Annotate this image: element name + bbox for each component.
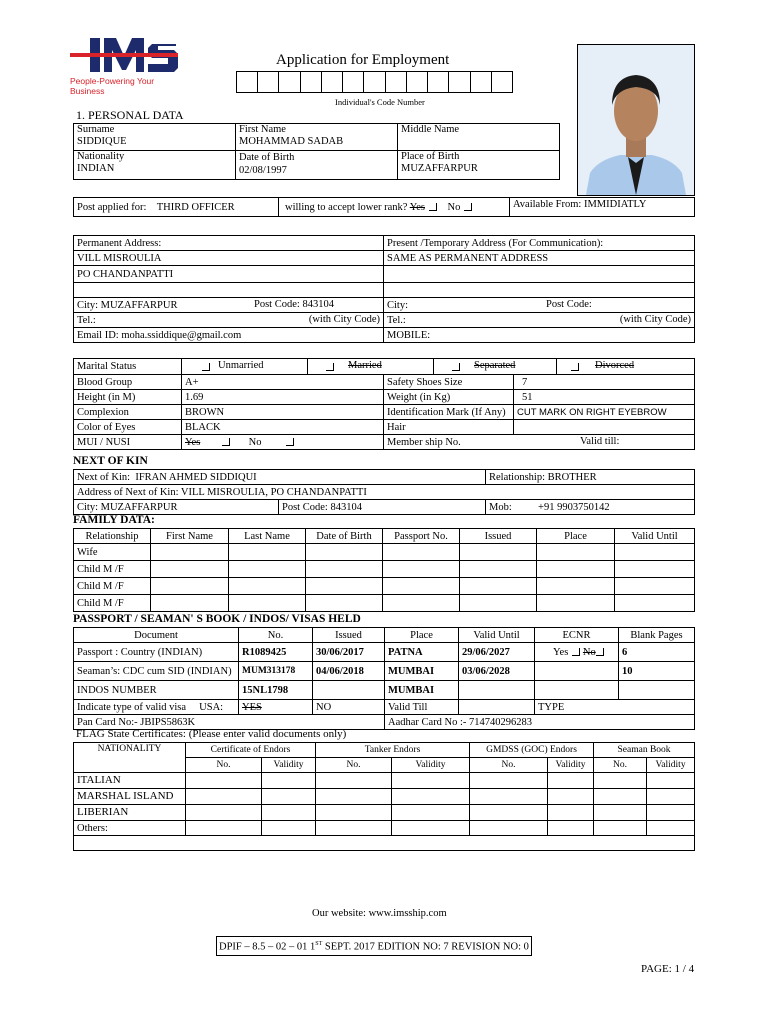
family-col-valid-until: Valid Until	[615, 529, 695, 544]
family-cell[interactable]	[615, 595, 695, 612]
blood-group-label: Blood Group	[74, 375, 182, 390]
complexion-label: Complexion	[74, 405, 182, 420]
visa-doc	[74, 700, 239, 715]
table-row	[74, 578, 695, 595]
kin-name-label: Next of Kin:	[77, 471, 131, 483]
height-label: Height (in M)	[74, 390, 182, 405]
middle-name-cell[interactable]	[398, 124, 560, 151]
cdc-doc: Seaman’s: CDC cum SID (INDIAN)	[74, 662, 239, 681]
id-mark-label: Identification Mark (If Any)	[384, 405, 514, 420]
nationality-value: INDIAN	[77, 163, 115, 174]
page-number: PAGE: 1 / 4	[641, 963, 695, 975]
flag-cell[interactable]	[186, 773, 262, 789]
available-from-label: Available From:	[513, 199, 582, 210]
flag-cell[interactable]	[392, 805, 470, 821]
kin-address-label: Address of Next of Kin:	[77, 486, 179, 498]
family-cell[interactable]	[383, 595, 460, 612]
marital-table	[73, 358, 695, 450]
lower-rank-no[interactable]: No	[447, 201, 461, 213]
family-cell[interactable]	[151, 561, 229, 578]
table-row	[74, 561, 695, 578]
family-cell[interactable]	[229, 595, 306, 612]
surname-label: Surname	[77, 124, 115, 135]
cdc-place[interactable]: MUMBAI	[385, 662, 459, 681]
family-cell[interactable]	[306, 561, 383, 578]
permanent-postcode-value: 843104	[302, 299, 334, 310]
option-married-label: Married	[348, 360, 382, 371]
flag-sub-validity: Validity	[392, 758, 470, 773]
logo-tagline: People-Powering Your Business	[70, 76, 155, 96]
marital-status-options[interactable]	[182, 359, 695, 375]
lower-rank-cell	[279, 198, 510, 217]
family-cell[interactable]	[229, 578, 306, 595]
flag-others-line[interactable]	[74, 836, 695, 851]
family-col-passport: Passport No.	[383, 529, 460, 544]
family-cell[interactable]	[383, 561, 460, 578]
passport-issued[interactable]: 30/06/2017	[313, 643, 385, 662]
permanent-tel-cell[interactable]	[74, 313, 384, 328]
nationality-label: Nationality	[77, 151, 125, 162]
first-name-cell[interactable]	[236, 124, 398, 151]
present-address-line2[interactable]	[384, 266, 695, 283]
marital-status-label: Marital Status	[74, 359, 182, 375]
indos-issued[interactable]	[313, 681, 385, 700]
aadhar-card[interactable]: Aadhar Card No :- 714740296283	[385, 715, 695, 730]
kin-mobile-label: Mob:	[489, 501, 512, 513]
family-cell[interactable]	[460, 595, 537, 612]
personal-data-table	[73, 123, 560, 180]
cdc-number[interactable]: MUM313178	[239, 662, 313, 681]
email-label: Email ID:	[77, 329, 119, 341]
mobile-cell[interactable]	[384, 328, 695, 343]
shoes-size-label: Safety Shoes Size	[384, 375, 514, 390]
pob-value: MUZAFFARPUR	[401, 163, 478, 174]
flag-cell[interactable]	[392, 789, 470, 805]
ims-logo	[70, 36, 180, 96]
post-applied-value: THIRD OFFICER	[156, 201, 235, 213]
flag-others: Others:	[74, 821, 186, 836]
kin-mobile-value: +91 9903750142	[538, 501, 610, 513]
present-address-line1[interactable]: SAME AS PERMANENT ADDRESS	[384, 251, 695, 266]
flag-cell[interactable]	[594, 773, 647, 789]
flag-heading: FLAG State Certificates: (Please enter valid documents only)	[76, 728, 347, 740]
passport-number[interactable]: R1089425	[239, 643, 313, 662]
family-cell[interactable]	[460, 578, 537, 595]
family-relation: Child M /F	[74, 561, 151, 578]
pob-cell[interactable]	[398, 151, 560, 180]
permanent-city-value: MUZAFFARPUR	[100, 299, 178, 311]
family-relation: Child M /F	[74, 595, 151, 612]
present-tel-cell[interactable]	[384, 313, 695, 328]
dpif-reference	[216, 936, 532, 956]
lower-rank-yes-checkbox[interactable]	[429, 203, 437, 211]
family-cell[interactable]	[537, 561, 615, 578]
visa-yes[interactable]: YES	[239, 700, 313, 715]
family-cell[interactable]	[460, 561, 537, 578]
kin-city-value: MUZAFFARPUR	[100, 501, 178, 513]
family-col-last-name: Last Name	[229, 529, 306, 544]
indos-number[interactable]: 15NL1798	[239, 681, 313, 700]
present-city-label: City:	[387, 299, 409, 311]
indos-doc: INDOS NUMBER	[74, 681, 239, 700]
passport-col-no: No.	[239, 628, 313, 643]
dpif-part-b: SEPT. 2017 EDITION NO: 7 REVISION NO: 0	[322, 941, 529, 953]
permanent-address-label: Permanent Address:	[74, 236, 384, 251]
flag-col-seaman: Seaman Book	[594, 743, 695, 758]
ecnr-no-checkbox[interactable]	[596, 648, 604, 656]
flag-col-nationality: NATIONALITY	[74, 743, 186, 773]
id-mark-value[interactable]: CUT MARK ON RIGHT EYEBROW	[514, 405, 695, 420]
height-value[interactable]: 1.69	[182, 390, 384, 405]
family-cell[interactable]	[306, 544, 383, 561]
family-cell[interactable]	[615, 544, 695, 561]
hair-value[interactable]	[514, 420, 695, 435]
passport-heading: PASSPORT / SEAMAN' S BOOK / INDOS/ VISAS HELD	[73, 613, 361, 625]
valid-till-label: Valid till:	[580, 436, 620, 447]
permanent-address-line3[interactable]	[74, 283, 384, 298]
shoes-size-value[interactable]: 7	[514, 375, 695, 390]
family-cell[interactable]	[229, 561, 306, 578]
family-cell[interactable]	[306, 595, 383, 612]
table-row	[74, 773, 695, 789]
flag-cell[interactable]	[316, 789, 392, 805]
visa-usa-label: USA:	[199, 701, 224, 713]
flag-sub-no: No.	[594, 758, 647, 773]
flag-cell[interactable]	[548, 789, 594, 805]
permanent-address-line2[interactable]: PO CHANDANPATTI	[74, 266, 384, 283]
kin-name-value: IFRAN AHMED SIDDIQUI	[135, 471, 257, 483]
available-from-value: IMMIDIATLY	[583, 199, 647, 210]
flag-cell[interactable]	[392, 821, 470, 836]
mui-no[interactable]: No	[248, 436, 262, 448]
family-cell[interactable]	[615, 578, 695, 595]
mui-nusi-options[interactable]	[182, 435, 384, 450]
flag-cell[interactable]	[316, 805, 392, 821]
flag-cell[interactable]	[316, 773, 392, 789]
family-cell[interactable]	[537, 578, 615, 595]
surname-cell[interactable]	[74, 124, 236, 151]
first-name-value: MOHAMMAD SADAB	[239, 136, 344, 147]
flag-cell[interactable]	[262, 789, 316, 805]
indos-ecnr[interactable]	[535, 681, 619, 700]
cdc-ecnr[interactable]	[535, 662, 619, 681]
family-cell[interactable]	[151, 544, 229, 561]
kin-address-cell[interactable]	[74, 485, 695, 500]
passport-col-blank-pages: Blank Pages	[619, 628, 695, 643]
family-relation: Child M /F	[74, 578, 151, 595]
permanent-city-cell[interactable]	[74, 298, 384, 313]
weight-value[interactable]: 51	[514, 390, 695, 405]
email-value: moha.ssiddique@gmail.com	[121, 329, 242, 341]
family-cell[interactable]	[306, 578, 383, 595]
passport-col-issued: Issued	[313, 628, 385, 643]
flag-cell[interactable]	[647, 789, 695, 805]
family-cell[interactable]	[229, 544, 306, 561]
kin-relationship-label: Relationship:	[489, 471, 546, 483]
flag-col-coe: Certificate of Endors	[186, 743, 316, 758]
visa-valid-till-label: Valid Till	[385, 700, 459, 715]
kin-relationship-value: BROTHER	[547, 471, 597, 483]
visa-type-label: TYPE	[535, 700, 695, 715]
lower-rank-yes[interactable]: Yes	[409, 201, 425, 213]
flag-cell[interactable]	[470, 773, 548, 789]
present-address-line3[interactable]	[384, 283, 695, 298]
option-married[interactable]	[308, 359, 434, 374]
present-tel-city-code: (with City Code)	[619, 314, 691, 325]
code-number-label: Individual's Code Number	[335, 97, 425, 107]
family-cell[interactable]	[383, 578, 460, 595]
family-cell[interactable]	[151, 595, 229, 612]
mui-yes-checkbox[interactable]	[222, 438, 230, 446]
dob-label: Date of Birth	[239, 152, 295, 163]
kin-name-cell[interactable]	[74, 470, 486, 485]
flag-cell[interactable]	[262, 821, 316, 836]
flag-cell[interactable]	[186, 805, 262, 821]
flag-cell[interactable]	[262, 773, 316, 789]
family-cell[interactable]	[615, 561, 695, 578]
passport-col-ecnr: ECNR	[535, 628, 619, 643]
post-applied-table	[73, 197, 695, 217]
flag-cell[interactable]	[594, 805, 647, 821]
mui-nusi-label: MUI / NUSI	[74, 435, 182, 450]
passport-blank-pages[interactable]: 6	[619, 643, 695, 662]
hair-label: Hair	[384, 420, 514, 435]
flag-nationality: MARSHAL ISLAND	[74, 789, 186, 805]
table-row	[74, 821, 695, 836]
option-unmarried-label: Unmarried	[218, 360, 264, 371]
email-cell[interactable]	[74, 328, 384, 343]
membership-cell[interactable]	[384, 435, 695, 450]
kin-relationship-cell[interactable]	[486, 470, 695, 485]
flag-cell[interactable]	[647, 805, 695, 821]
option-divorced[interactable]	[557, 359, 694, 374]
code-number-boxes[interactable]	[236, 71, 513, 93]
dob-value: 02/08/1997	[239, 165, 287, 176]
indos-blank[interactable]	[619, 681, 695, 700]
passport-place[interactable]: PATNA	[385, 643, 459, 662]
indos-valid-until[interactable]	[459, 681, 535, 700]
pob-label: Place of Birth	[401, 151, 460, 162]
flag-cell[interactable]	[262, 805, 316, 821]
flag-cell[interactable]	[186, 821, 262, 836]
applicant-photo	[577, 44, 695, 196]
family-data-heading: FAMILY DATA:	[73, 514, 155, 526]
visa-valid-till-value[interactable]	[459, 700, 535, 715]
passport-col-place: Place	[385, 628, 459, 643]
family-cell[interactable]	[460, 544, 537, 561]
dpif-part-a: DPIF – 8.5 – 02 – 01 1	[219, 941, 316, 953]
lower-rank-no-checkbox[interactable]	[464, 203, 472, 211]
passport-doc: Passport : Country (INDIAN)	[74, 643, 239, 662]
permanent-tel-city-code: (with City Code)	[308, 314, 380, 325]
weight-label: Weight (in Kg)	[384, 390, 514, 405]
permanent-address-line1[interactable]: VILL MISROULIA	[74, 251, 384, 266]
present-address-label: Present /Temporary Address (For Communication):	[384, 236, 695, 251]
mui-yes[interactable]: Yes	[185, 436, 201, 448]
passport-col-valid-until: Valid Until	[459, 628, 535, 643]
family-col-place: Place	[537, 529, 615, 544]
flag-sub-validity: Validity	[548, 758, 594, 773]
kin-address-value: VILL MISROULIA, PO CHANDANPATTI	[180, 486, 367, 498]
flag-sub-no: No.	[316, 758, 392, 773]
lower-rank-label: willing to accept lower rank?	[285, 201, 408, 213]
option-unmarried[interactable]	[182, 359, 308, 374]
family-cell[interactable]	[151, 578, 229, 595]
middle-name-label: Middle Name	[401, 124, 460, 135]
passport-table	[73, 627, 695, 730]
flag-cell[interactable]	[470, 789, 548, 805]
table-row	[74, 544, 695, 561]
passport-col-document: Document	[74, 628, 239, 643]
flag-col-gmdss: GMDSS (GOC) Endors	[470, 743, 594, 758]
flag-cell[interactable]	[647, 773, 695, 789]
next-of-kin-heading: NEXT OF KIN	[73, 455, 148, 467]
blood-group-value[interactable]: A+	[182, 375, 384, 390]
flag-nationality: LIBERIAN	[74, 805, 186, 821]
permanent-tel-label: Tel.:	[77, 314, 96, 326]
ecnr-yes[interactable]: Yes	[553, 646, 569, 658]
family-col-relationship: Relationship	[74, 529, 151, 544]
option-divorced-label: Divorced	[595, 360, 635, 371]
flag-cell[interactable]	[470, 821, 548, 836]
person-photo-graphic	[578, 45, 694, 195]
page-title: Application for Employment	[276, 52, 450, 68]
family-relation: Wife	[74, 544, 151, 561]
flag-sub-no: No.	[186, 758, 262, 773]
available-from-cell[interactable]	[510, 198, 695, 217]
ecnr-yes-checkbox[interactable]	[572, 648, 580, 656]
family-col-first-name: First Name	[151, 529, 229, 544]
kin-city-label: City:	[77, 501, 99, 513]
present-tel-label: Tel.:	[387, 314, 406, 326]
flag-cell[interactable]	[316, 821, 392, 836]
flag-cell[interactable]	[548, 821, 594, 836]
post-applied-label: Post applied for:	[77, 201, 147, 213]
permanent-city-label: City:	[77, 299, 99, 311]
family-data-table	[73, 528, 695, 612]
flag-cell[interactable]	[186, 789, 262, 805]
flag-sub-no: No.	[470, 758, 548, 773]
address-table	[73, 235, 695, 343]
kin-city-cell[interactable]	[74, 500, 279, 515]
kin-postcode-label: Post Code:	[282, 501, 328, 513]
family-cell[interactable]	[537, 595, 615, 612]
first-name-label: First Name	[239, 124, 286, 135]
flag-cell[interactable]	[594, 789, 647, 805]
table-row	[74, 836, 695, 851]
pan-card[interactable]: Pan Card No:- JBIPS5863K	[74, 715, 385, 730]
present-postcode-label: Post Code:	[546, 299, 592, 310]
kin-mobile-cell[interactable]	[486, 500, 695, 515]
flag-cell[interactable]	[470, 805, 548, 821]
flag-cell[interactable]	[594, 821, 647, 836]
option-separated[interactable]	[434, 359, 557, 374]
permanent-postcode-label: Post Code:	[254, 299, 300, 310]
kin-postcode-value: 843104	[330, 501, 362, 513]
family-col-dob: Date of Birth	[306, 529, 383, 544]
website[interactable]: Our website: www.imsship.com	[312, 908, 447, 919]
flag-nationality: ITALIAN	[74, 773, 186, 789]
membership-label: Member ship No.	[387, 436, 461, 448]
flag-cell[interactable]	[548, 773, 594, 789]
kin-postcode-cell[interactable]	[279, 500, 486, 515]
flag-sub-validity: Validity	[262, 758, 316, 773]
family-cell[interactable]	[383, 544, 460, 561]
cdc-issued[interactable]: 04/06/2018	[313, 662, 385, 681]
flag-cell[interactable]	[548, 805, 594, 821]
table-row	[74, 805, 695, 821]
present-city-cell[interactable]	[384, 298, 695, 313]
cdc-blank-pages[interactable]: 10	[619, 662, 695, 681]
flag-state-table	[73, 742, 695, 851]
surname-value: SIDDIQUE	[77, 136, 127, 147]
nationality-cell[interactable]	[74, 151, 236, 180]
dpif-superscript: ST	[315, 941, 323, 947]
flag-cell[interactable]	[647, 821, 695, 836]
passport-valid-until[interactable]: 29/06/2027	[459, 643, 535, 662]
eye-color-value[interactable]: BLACK	[182, 420, 384, 435]
post-applied-cell[interactable]	[74, 198, 279, 217]
family-cell[interactable]	[537, 544, 615, 561]
section-personal-data: 1. PERSONAL DATA	[76, 108, 184, 122]
flag-sub-validity: Validity	[647, 758, 695, 773]
mui-no-checkbox[interactable]	[286, 438, 294, 446]
visa-no[interactable]: NO	[313, 700, 385, 715]
flag-cell[interactable]	[392, 773, 470, 789]
passport-ecnr[interactable]	[535, 643, 619, 662]
complexion-value[interactable]: BROWN	[182, 405, 384, 420]
flag-col-tanker: Tanker Endors	[316, 743, 470, 758]
cdc-valid-until[interactable]: 03/06/2028	[459, 662, 535, 681]
dob-cell[interactable]	[236, 151, 398, 180]
table-row	[74, 789, 695, 805]
option-separated-label: Separated	[474, 360, 516, 371]
visa-doc-label: Indicate type of valid visa	[77, 701, 187, 713]
next-of-kin-table	[73, 469, 695, 515]
indos-place[interactable]: MUMBAI	[385, 681, 459, 700]
mobile-label: MOBILE:	[387, 329, 431, 341]
table-row	[74, 595, 695, 612]
ecnr-no[interactable]: No	[582, 646, 596, 658]
family-col-issued: Issued	[460, 529, 537, 544]
eye-color-label: Color of Eyes	[74, 420, 182, 435]
